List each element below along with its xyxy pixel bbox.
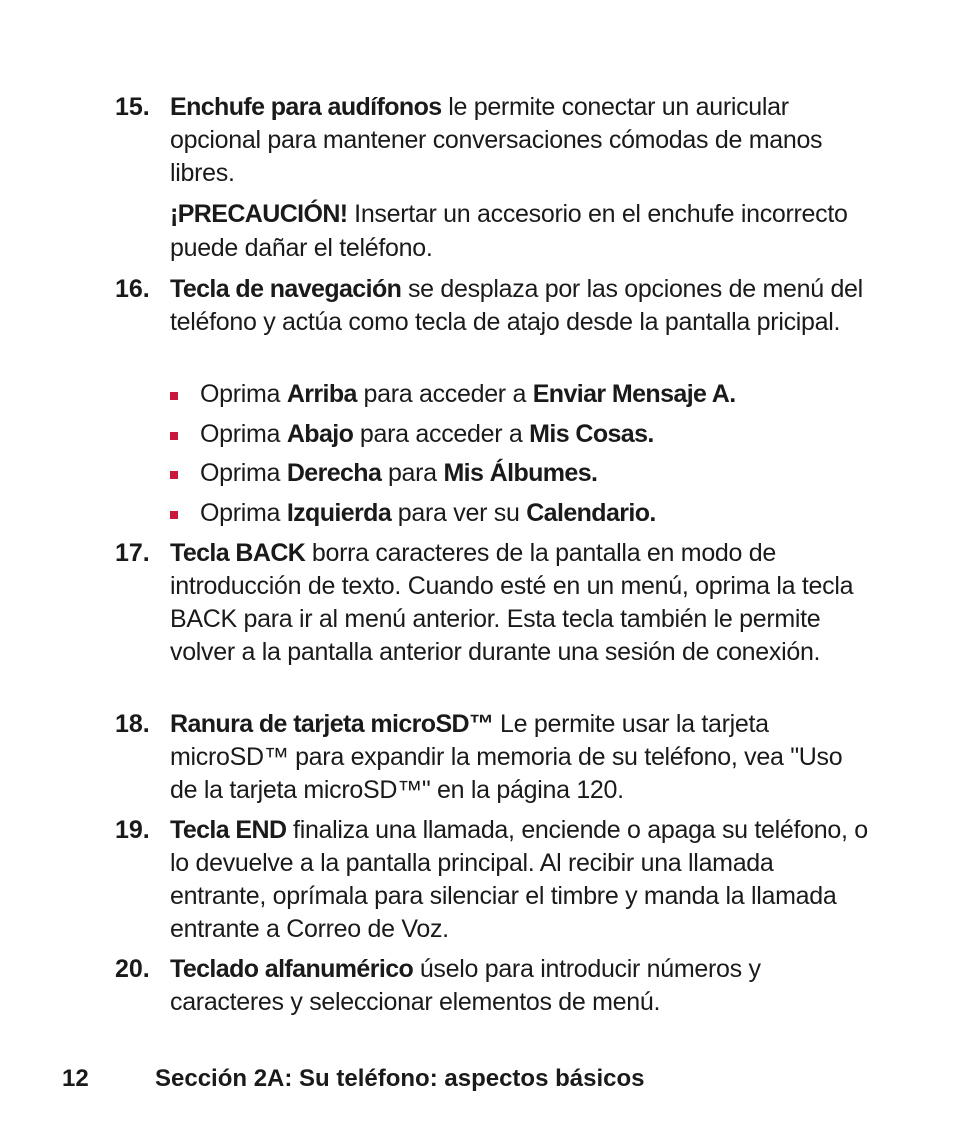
bullet-target: Mis Álbumes. [443, 459, 598, 487]
item-text [170, 953, 870, 1019]
bullet-middle: para acceder a [353, 420, 530, 448]
bullet-target: Mis Cosas. [529, 420, 654, 448]
item-description: borra caracteres de la pantalla en modo de introducción de texto. Cuando esté en un menú, oprima la tecla BACK para ir al menú anterior. Esta tecla también le permite volver a la pantalla anterior durante una sesión de conexión. [170, 539, 854, 666]
bullet-target: Calendario. [526, 499, 656, 527]
bullet-target: Enviar Mensaje A. [532, 380, 736, 408]
bullet-square-icon [170, 432, 178, 440]
bullet-middle: para ver su [391, 499, 527, 527]
bullet-key: Izquierda [286, 499, 392, 527]
item-term: Tecla de navegación [170, 275, 402, 303]
caution-label: ¡PRECAUCIÓN! [170, 200, 348, 228]
item-text [170, 273, 870, 339]
bullet-square-icon [170, 471, 178, 479]
item-term: Enchufe para audífonos [170, 93, 442, 121]
bullet-prefix: Oprima [200, 459, 287, 487]
bullet-key: Arriba [286, 380, 357, 408]
bullet-middle: para acceder a [356, 380, 533, 408]
item-text [170, 537, 870, 669]
item-description: úselo para introducir números y caracteres y seleccionar elementos de menú. [170, 955, 761, 1016]
item-number: 18. [115, 710, 150, 738]
page-number: 12 [62, 1065, 89, 1092]
item-number: 19. [115, 816, 150, 844]
item-text [170, 814, 870, 946]
item-description: le permite conectar un auricular opcional para mantener conversaciones cómodas de manos libres. [170, 93, 823, 187]
bullet-prefix: Oprima [200, 380, 287, 408]
item-term: Ranura de tarjeta microSD™ [170, 710, 494, 738]
section-title: Sección 2A: Su teléfono: aspectos básicos [155, 1065, 645, 1092]
item-description: Le permite usar la tarjeta microSD™ para expandir la memoria de su teléfono, vea "Uso de la tarjeta microSD™" en la página 120. [170, 710, 843, 804]
item-term: Tecla BACK [170, 539, 306, 567]
item-number: 20. [115, 955, 150, 983]
item-description: finaliza una llamada, enciende o apaga su teléfono, o lo devuelve a la pantalla principal. Al recibir una llamada entrante, oprímala para silenciar el timbre y manda la llamada entrante a Correo de Voz. [170, 816, 868, 943]
bullet-key: Abajo [286, 420, 354, 448]
item-text [170, 708, 870, 807]
bullet-square-icon [170, 392, 178, 400]
item-number: 15. [115, 93, 150, 121]
bullet-key: Derecha [286, 459, 382, 487]
bullet-square-icon [170, 511, 178, 519]
caution-text: Insertar un accesorio en el enchufe incorrecto puede dañar el teléfono. [170, 200, 848, 262]
item-term: Tecla END [170, 816, 287, 844]
item-term: Teclado alfanumérico [170, 955, 414, 983]
item-text [170, 91, 870, 190]
item-description: se desplaza por las opciones de menú del teléfono y actúa como tecla de atajo desde la pantalla pricipal. [170, 275, 863, 336]
caution-note [170, 197, 870, 265]
bullet-middle: para [381, 459, 444, 487]
bullet-prefix: Oprima [200, 420, 287, 448]
item-number: 17. [115, 539, 150, 567]
item-number: 16. [115, 275, 150, 303]
bullet-prefix: Oprima [200, 499, 287, 527]
